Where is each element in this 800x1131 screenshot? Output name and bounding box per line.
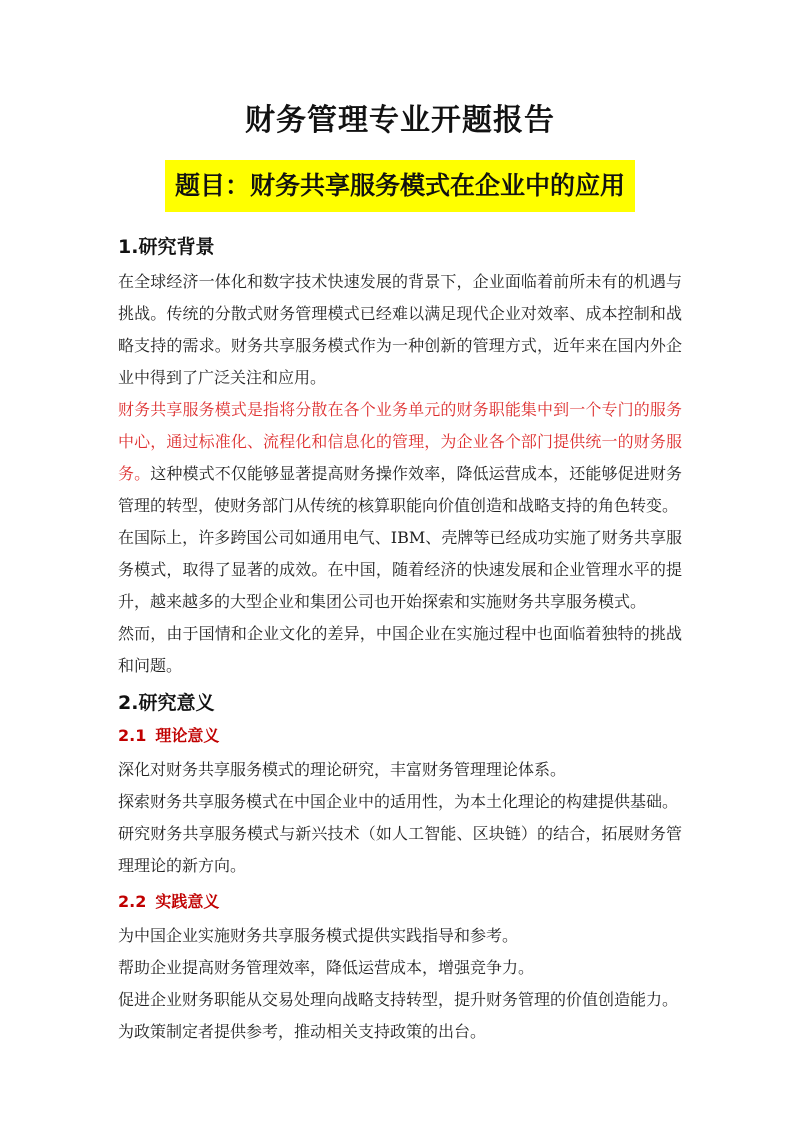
subsection-2-2-title: 实践意义	[155, 892, 220, 911]
subsection-2-2-paragraph-4: 为政策制定者提供参考，推动相关支持政策的出台。	[118, 1022, 487, 1041]
subsection-2-2-paragraph-2: 帮助企业提高财务管理效率，降低运营成本，增强竞争力。	[118, 958, 535, 977]
subsection-2-2-paragraph-1: 为中国企业实施财务共享服务模式提供实践指导和参考。	[118, 926, 519, 945]
topic-line-container	[118, 160, 682, 212]
subsection-2-1-paragraph-2: 探索财务共享服务模式在中国企业中的适用性，为本土化理论的构建提供基础。	[118, 792, 679, 811]
subsection-2-1-title: 理论意义	[155, 726, 220, 745]
subsection-2-1-paragraph-3: 研究财务共享服务模式与新兴技术（如人工智能、区块链）的结合，拓展财务管理理论的新方向。	[118, 824, 682, 875]
subsection-2-1-number: 2.1	[118, 726, 147, 745]
subsection-2-2-number: 2.2	[118, 892, 147, 911]
section-1-paragraph-3: 在国际上，许多跨国公司如通用电气、IBM、壳牌等已经成功实施了财务共享服务模式，取得了显著的成效。在中国，随着经济的快速发展和企业管理水平的提升，越来越多的大型企业和集团公司也开始探索和实施财务共享服务模式。	[118, 528, 682, 611]
section-1-paragraph-4: 然而，由于国情和企业文化的差异，中国企业在实施过程中也面临着独特的挑战和问题。	[118, 624, 682, 675]
subsection-2-2-heading	[118, 888, 682, 916]
section-2-heading	[118, 690, 682, 716]
section-1-paragraph-1: 在全球经济一体化和数字技术快速发展的背景下，企业面临着前所未有的机遇与挑战。传统的分散式财务管理模式已经难以满足现代企业对效率、成本控制和战略支持的需求。财务共享服务模式作为一种创新的管理方式，近年来在国内外企业中得到了广泛关注和应用。	[118, 272, 682, 387]
document-title: 财务管理专业开题报告	[245, 103, 555, 138]
section-1-paragraph-2-red-text: 财务共享服务模式是指将分散在各个业务单元的财务职能集中到一个专门的服务中心，通过标准化、流程化和信息化的管理，为企业各个部门提供统一的财务服务。	[118, 400, 682, 483]
document-page	[118, 0, 682, 1048]
subsection-2-1-paragraph-1: 深化对财务共享服务模式的理论研究，丰富财务管理理论体系。	[118, 760, 567, 779]
section-1-paragraph-2-black-text: 这种模式不仅能够显著提高财务操作效率，降低运营成本，还能够促进财务管理的转型，使财务部门从传统的核算职能向价值创造和战略支持的角色转变。	[118, 464, 682, 515]
topic-highlighted-title: 题目：财务共享服务模式在企业中的应用	[165, 160, 635, 212]
section-2-title: 研究意义	[138, 692, 215, 714]
subsection-2-1-heading	[118, 722, 682, 750]
subsection-2-2-paragraph-3: 促进企业财务职能从交易处理向战略支持转型，提升财务管理的价值创造能力。	[118, 990, 679, 1009]
section-1-heading	[118, 234, 682, 260]
section-1-paragraph-2	[118, 394, 682, 522]
section-1-title: 研究背景	[138, 236, 215, 258]
section-2-number: 2.	[118, 692, 139, 714]
section-1-number: 1.	[118, 236, 139, 258]
